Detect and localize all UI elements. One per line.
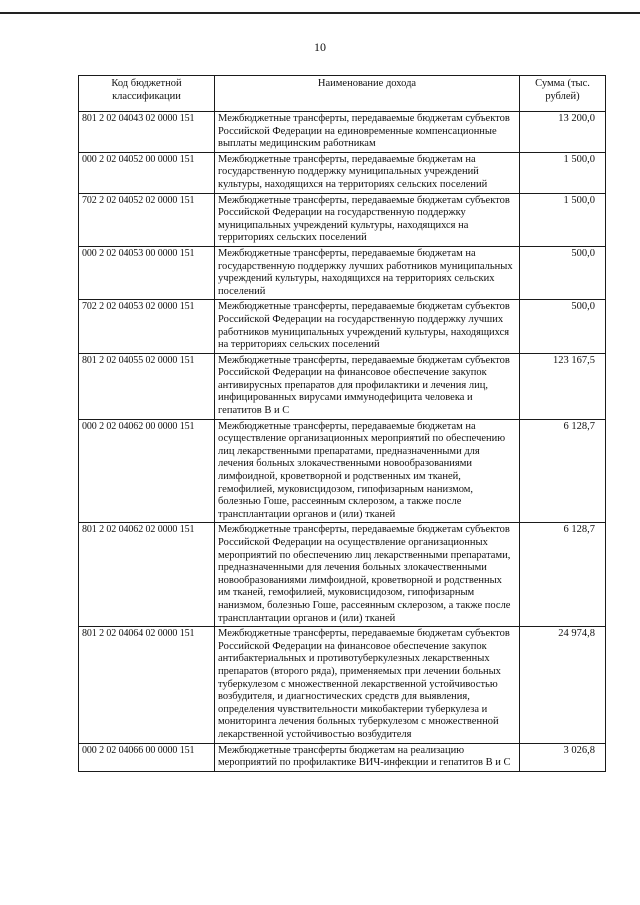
table-row xyxy=(79,523,606,627)
row-name: Межбюджетные трансферты, передаваемые бюджетам субъектов Российской Федерации на государственную поддержку муниципальных учреждений культуры, находящихся на территориях сельских поселений xyxy=(215,193,520,246)
row-code: 801 2 02 04062 02 0000 151 xyxy=(79,523,215,627)
row-code: 801 2 02 04064 02 0000 151 xyxy=(79,627,215,743)
row-sum: 1 500,0 xyxy=(520,152,606,193)
row-code: 801 2 02 04043 02 0000 151 xyxy=(79,112,215,153)
row-code: 702 2 02 04052 02 0000 151 xyxy=(79,193,215,246)
table-row xyxy=(79,300,606,353)
header-name: Наименование дохода xyxy=(215,76,520,112)
row-sum: 1 500,0 xyxy=(520,193,606,246)
row-sum: 13 200,0 xyxy=(520,112,606,153)
row-name: Межбюджетные трансферты, передаваемые бюджетам субъектов Российской Федерации на финансовое обеспечение закупок антибактериальных и противотуберкулезных лекарственных препаратов (второго ряда), применяемых при лечении больных туберкулезом с множественной лекарственной устойчивостью возбудителя, и диагностических средств для выявления, определения чувствительности микобактерии туберкулеза и мониторинга лечения больных туберкулезом с множественной лекарственной устойчивостью возбудителя xyxy=(215,627,520,743)
row-name: Межбюджетные трансферты, передаваемые бюджетам на осуществление организационных мероприятий по обеспечению лиц лекарственными препаратами, предназначенными для лечения больных злокачественными новообразованиями лимфоидной, кроветворной и родственных им тканей, гемофилией, муковисцидозом, гипофизарным нанизмом, болезнью Гоше, рассеянным склерозом, а также после трансплантации органов и (или) тканей xyxy=(215,419,520,523)
table-row xyxy=(79,246,606,299)
top-border-line xyxy=(0,0,640,14)
page-number: 10 xyxy=(314,40,326,54)
table-header-row xyxy=(79,76,606,112)
row-sum: 123 167,5 xyxy=(520,353,606,419)
row-sum: 24 974,8 xyxy=(520,627,606,743)
row-sum: 6 128,7 xyxy=(520,523,606,627)
row-name: Межбюджетные трансферты, передаваемые бюджетам субъектов Российской Федерации на единовременные компенсационные выплаты медицинским работникам xyxy=(215,112,520,153)
row-sum: 500,0 xyxy=(520,300,606,353)
table-row xyxy=(79,743,606,771)
header-code: Код бюджетной классификации xyxy=(79,76,215,112)
row-code: 000 2 02 04066 00 0000 151 xyxy=(79,743,215,771)
row-sum: 6 128,7 xyxy=(520,419,606,523)
table-row xyxy=(79,152,606,193)
row-code: 000 2 02 04052 00 0000 151 xyxy=(79,152,215,193)
row-name: Межбюджетные трансферты, передаваемые бюджетам субъектов Российской Федерации на финансовое обеспечение закупок антивирусных препаратов для профилактики и лечения лиц, инфицированных вирусами иммунодефицита человека и гепатитов В и С xyxy=(215,353,520,419)
row-name: Межбюджетные трансферты, передаваемые бюджетам на государственную поддержку муниципальных учреждений культуры, находящихся на территориях сельских поселений xyxy=(215,152,520,193)
row-name: Межбюджетные трансферты, передаваемые бюджетам на государственную поддержку лучших работников муниципальных учреждений культуры, находящихся на территориях сельских поселений xyxy=(215,246,520,299)
row-sum: 500,0 xyxy=(520,246,606,299)
table-row xyxy=(79,353,606,419)
row-code: 000 2 02 04062 00 0000 151 xyxy=(79,419,215,523)
row-sum: 3 026,8 xyxy=(520,743,606,771)
table-row xyxy=(79,419,606,523)
row-code: 801 2 02 04055 02 0000 151 xyxy=(79,353,215,419)
table-row xyxy=(79,627,606,743)
row-name: Межбюджетные трансферты, передаваемые бюджетам субъектов Российской Федерации на осуществление организационных мероприятий по обеспечению лиц лекарственными препаратами, предназначенными для лечения больных злокачественными новообразованиями лимфоидной, кроветворной и родственных им тканей, гемофилией, муковисцидозом, гипофизарным нанизмом, болезнью Гоше, рассеянным склерозом, а также после трансплантации органов и (или) тканей xyxy=(215,523,520,627)
header-sum: Сумма (тыс. рублей) xyxy=(520,76,606,112)
row-name: Межбюджетные трансферты, передаваемые бюджетам субъектов Российской Федерации на государственную поддержку лучших работников муниципальных учреждений культуры, находящихся на территориях сельских поселений xyxy=(215,300,520,353)
table-row xyxy=(79,193,606,246)
row-code: 702 2 02 04053 02 0000 151 xyxy=(79,300,215,353)
row-code: 000 2 02 04053 00 0000 151 xyxy=(79,246,215,299)
row-name: Межбюджетные трансферты бюджетам на реализацию мероприятий по профилактике ВИЧ-инфекции и гепатитов В и С xyxy=(215,743,520,771)
revenue-table xyxy=(78,75,606,772)
table-row xyxy=(79,112,606,153)
